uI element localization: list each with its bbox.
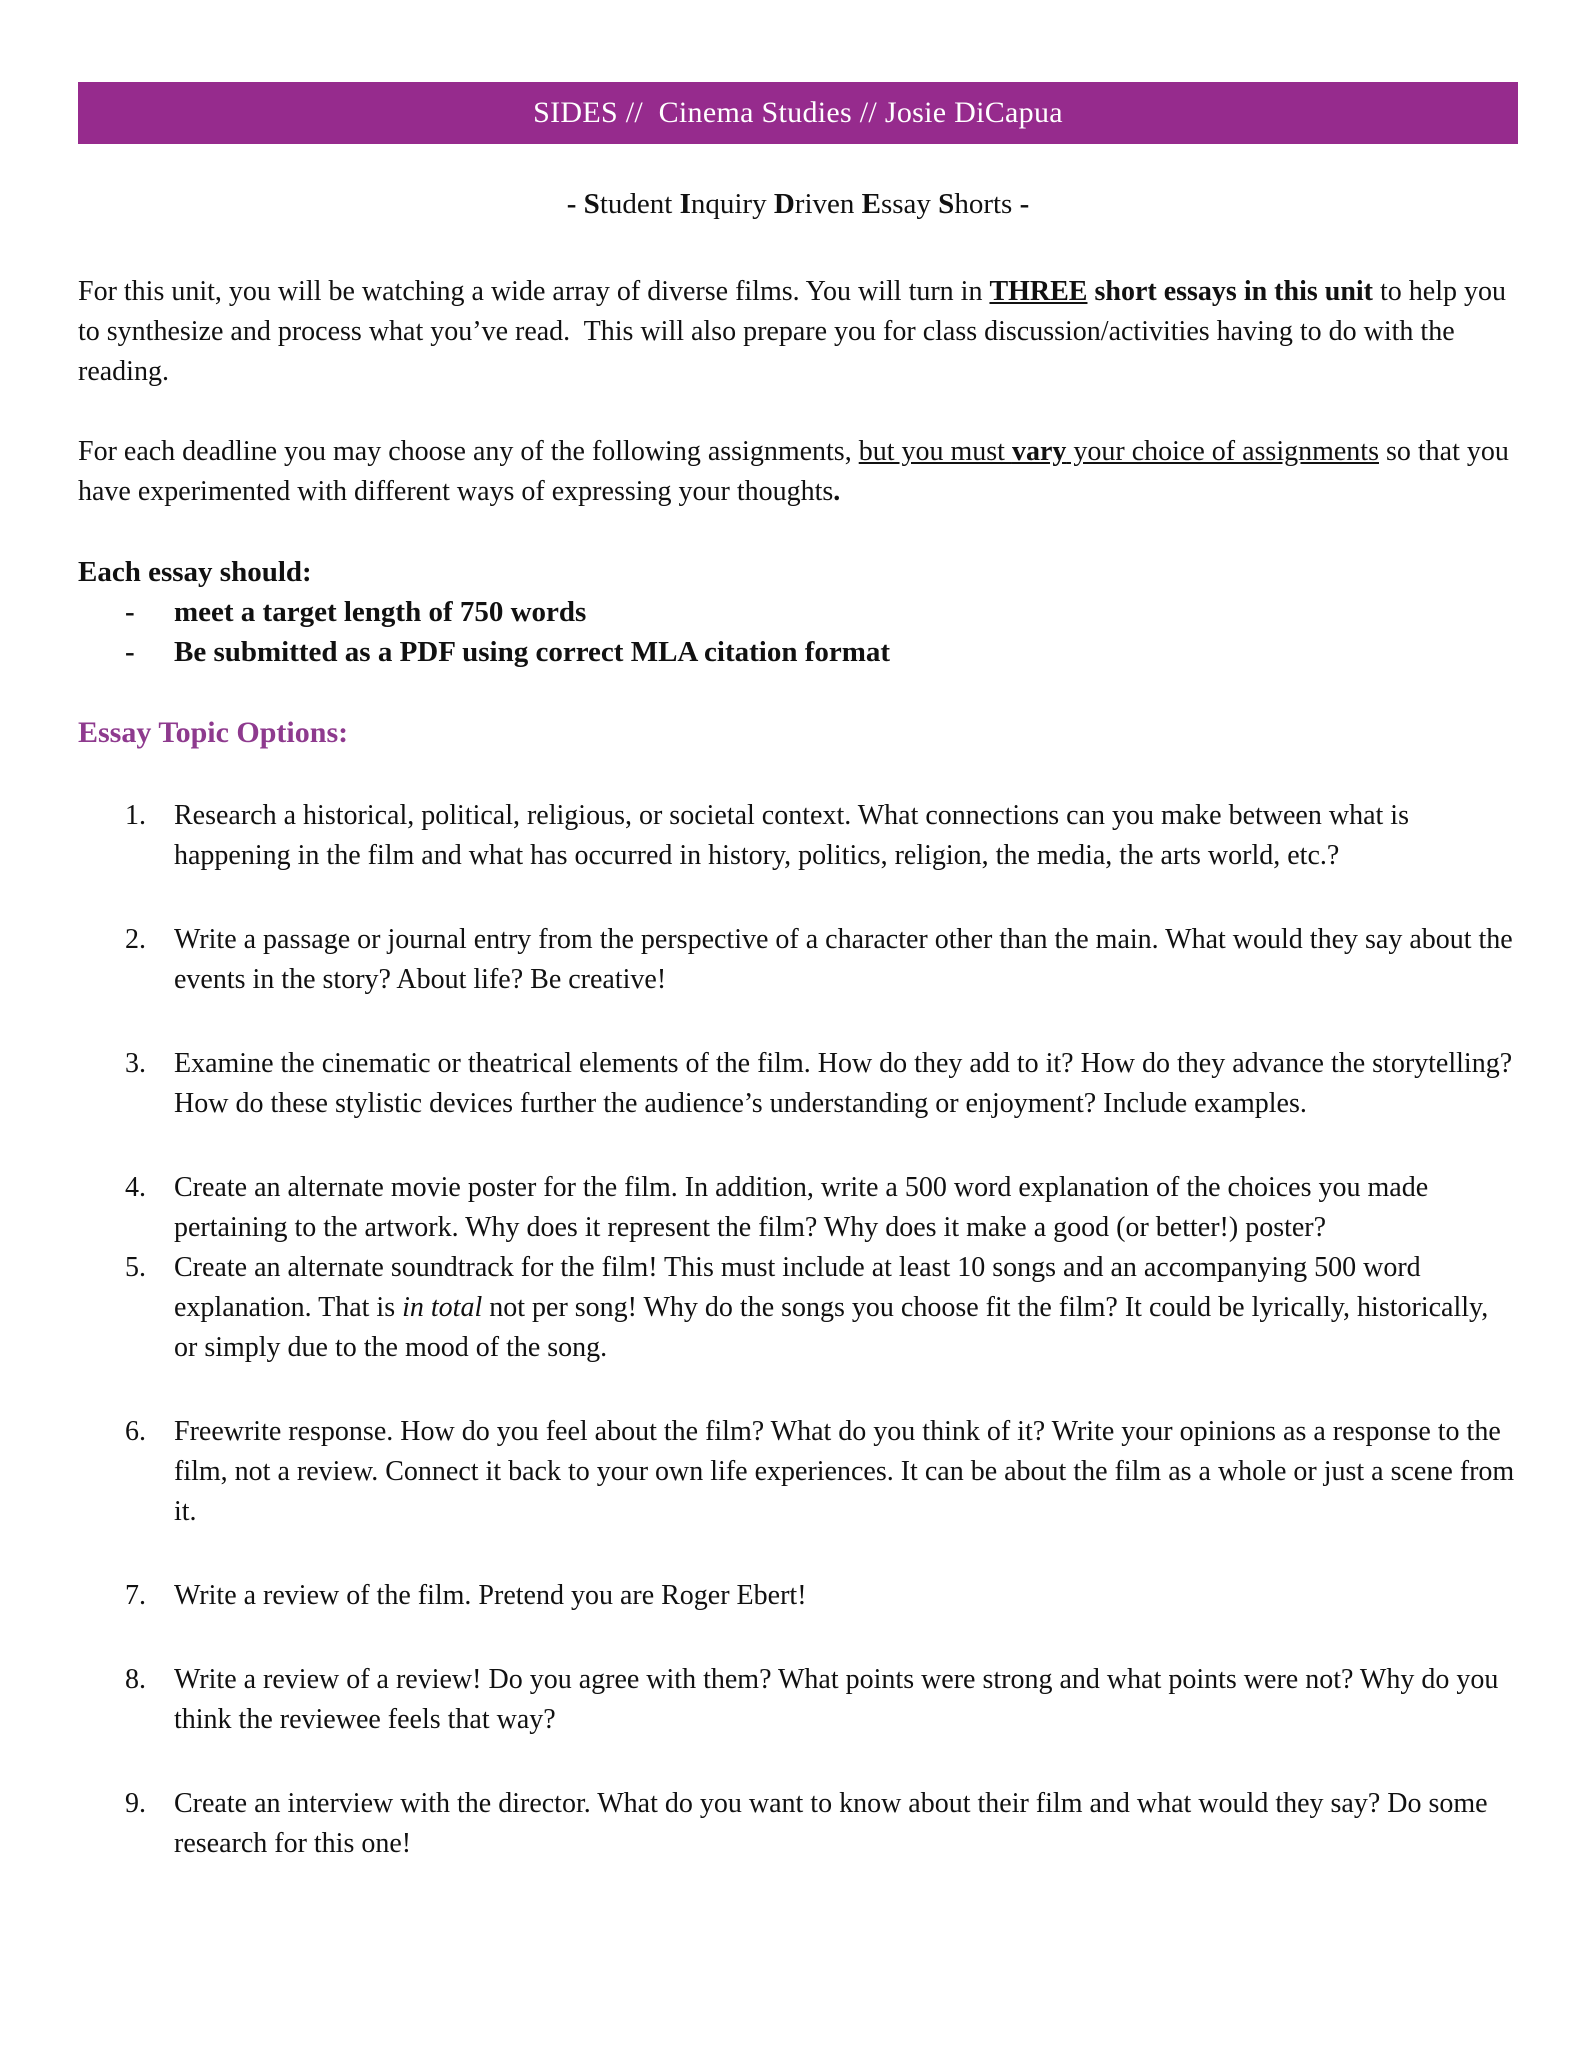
list-item-text [174,1412,1522,1532]
text-segment: Create an interview with the director. What do you want to know about their film and what would they say? Do some research for this one! [174,1788,1495,1859]
text-segment: in total [402,1292,483,1323]
list-item-text [174,920,1518,1000]
text-segment: not per song! Why do the songs you choose fit the film? It could be lyrically, historically, or simply due to the mood of the song. [174,1292,1496,1363]
list-marker: 7. [125,1580,146,1611]
list-item-text [174,632,1518,672]
requirement-item [78,592,1518,632]
text-segment: Research a historical, political, religious, or societal context. What connections can you make between what is happening in the film and what has occurred in history, politics, religion, the media, the arts world, etc.? [174,800,1416,871]
essay-topic-item [78,1660,1518,1740]
document-subtitle [78,184,1518,224]
text-segment: Examine the cinematic or theatrical elements of the film. How do they add to it? How do they advance the storytelling? How do these stylistic devices further the audience’s understanding or enjoyment? Include examples. [174,1048,1520,1119]
list-marker: 2. [125,924,146,955]
text-segment: E [861,188,881,220]
text-segment: D [773,188,795,220]
essay-topic-item [78,1576,1518,1616]
text-segment: S [938,188,955,220]
text-segment: your choice of assignments [1066,436,1379,467]
list-item-text [174,1576,1518,1616]
list-marker: 3. [125,1048,146,1079]
text-segment: Create an alternate movie poster for the film. In addition, write a 500 word explanation of the choices you made pertaining to the artwork. Why does it represent the film? Why does it make a good (or better!) poster? [174,1172,1436,1243]
essay-topic-item [78,1784,1518,1864]
essay-requirements-list [78,592,1518,672]
assignment-choice-paragraph [78,432,1518,512]
requirement-item [78,632,1518,672]
list-marker: - [125,636,135,668]
text-segment: ssay [880,188,939,220]
list-marker: 1. [125,800,146,831]
text-segment: riven [794,188,862,220]
text-segment: but you must [858,436,1012,467]
list-item-text [174,1168,1518,1248]
essay-topics-list [78,796,1522,1864]
text-segment: - [1012,188,1030,220]
text-segment: to help you to synthesize and process what you’ve read. This will also prepare you for class discussion/activities having to do with the reading. [78,276,1513,387]
list-item-text [174,796,1518,876]
essay-topic-item [78,1412,1522,1532]
essay-topic-item [78,1044,1518,1124]
banner-title: SIDES // Cinema Studies // Josie DiCapua [533,96,1063,129]
essay-requirements-heading: Each essay should: [78,556,312,588]
text-segment: I [679,188,691,220]
text-segment: THREE [989,276,1088,307]
text-segment: meet a target length of 750 words [174,596,587,628]
list-item-text [174,1248,1518,1368]
text-segment: tudent [599,188,680,220]
list-marker: 8. [125,1664,146,1695]
essay-topic-item [78,1168,1518,1248]
text-segment: nquiry [690,188,774,220]
intro-paragraph [78,272,1518,392]
text-segment: Write a review of a review! Do you agree with them? What points were strong and what points were not? Why do you think the reviewee feels that way? [174,1664,1506,1735]
text-segment: Freewrite response. How do you feel about the film? What do you think of it? Write your opinions as a response to the film, not a review. Connect it back to your own life experiences. It can be about the film as a whole or just a scene from it. [174,1416,1522,1527]
text-segment: Write a passage or journal entry from the perspective of a character other than the main. What would they say about the events in the story? About life? Be creative! [174,924,1520,995]
list-item-text [174,1784,1518,1864]
text-segment: horts [954,188,1013,220]
header-banner [78,82,1518,144]
text-segment: For each deadline you may choose any of the following assignments, [78,436,859,467]
text-segment: Be submitted as a PDF using correct MLA citation format [174,636,891,668]
list-marker: 4. [125,1172,146,1203]
text-segment: short essays in this unit [1087,276,1373,307]
text-segment: Write a review of the film. Pretend you are Roger Ebert! [174,1580,807,1611]
text-segment: For this unit, you will be watching a wide array of diverse films. You will turn in [78,276,990,307]
list-marker: 5. [125,1252,146,1283]
text-segment: - S [566,188,600,220]
essay-topic-item [78,1248,1518,1368]
list-marker: 6. [125,1416,146,1447]
list-marker: 9. [125,1788,146,1819]
text-segment: Create an alternate soundtrack for the film! This must include at least 10 songs and an accompanying 500 word explanation. That is [174,1252,1428,1323]
essay-topic-options-heading: Essay Topic Options: [78,716,349,749]
list-item-text [174,592,1518,632]
essay-topic-item [78,920,1518,1000]
text-segment: . [833,476,841,507]
essay-topic-item [78,796,1518,876]
list-item-text [174,1660,1518,1740]
text-segment: vary [1011,436,1067,467]
list-marker: - [125,596,135,628]
list-item-text [174,1044,1518,1124]
text-segment: so that you have experimented with different ways of expressing your thoughts [78,436,1516,507]
